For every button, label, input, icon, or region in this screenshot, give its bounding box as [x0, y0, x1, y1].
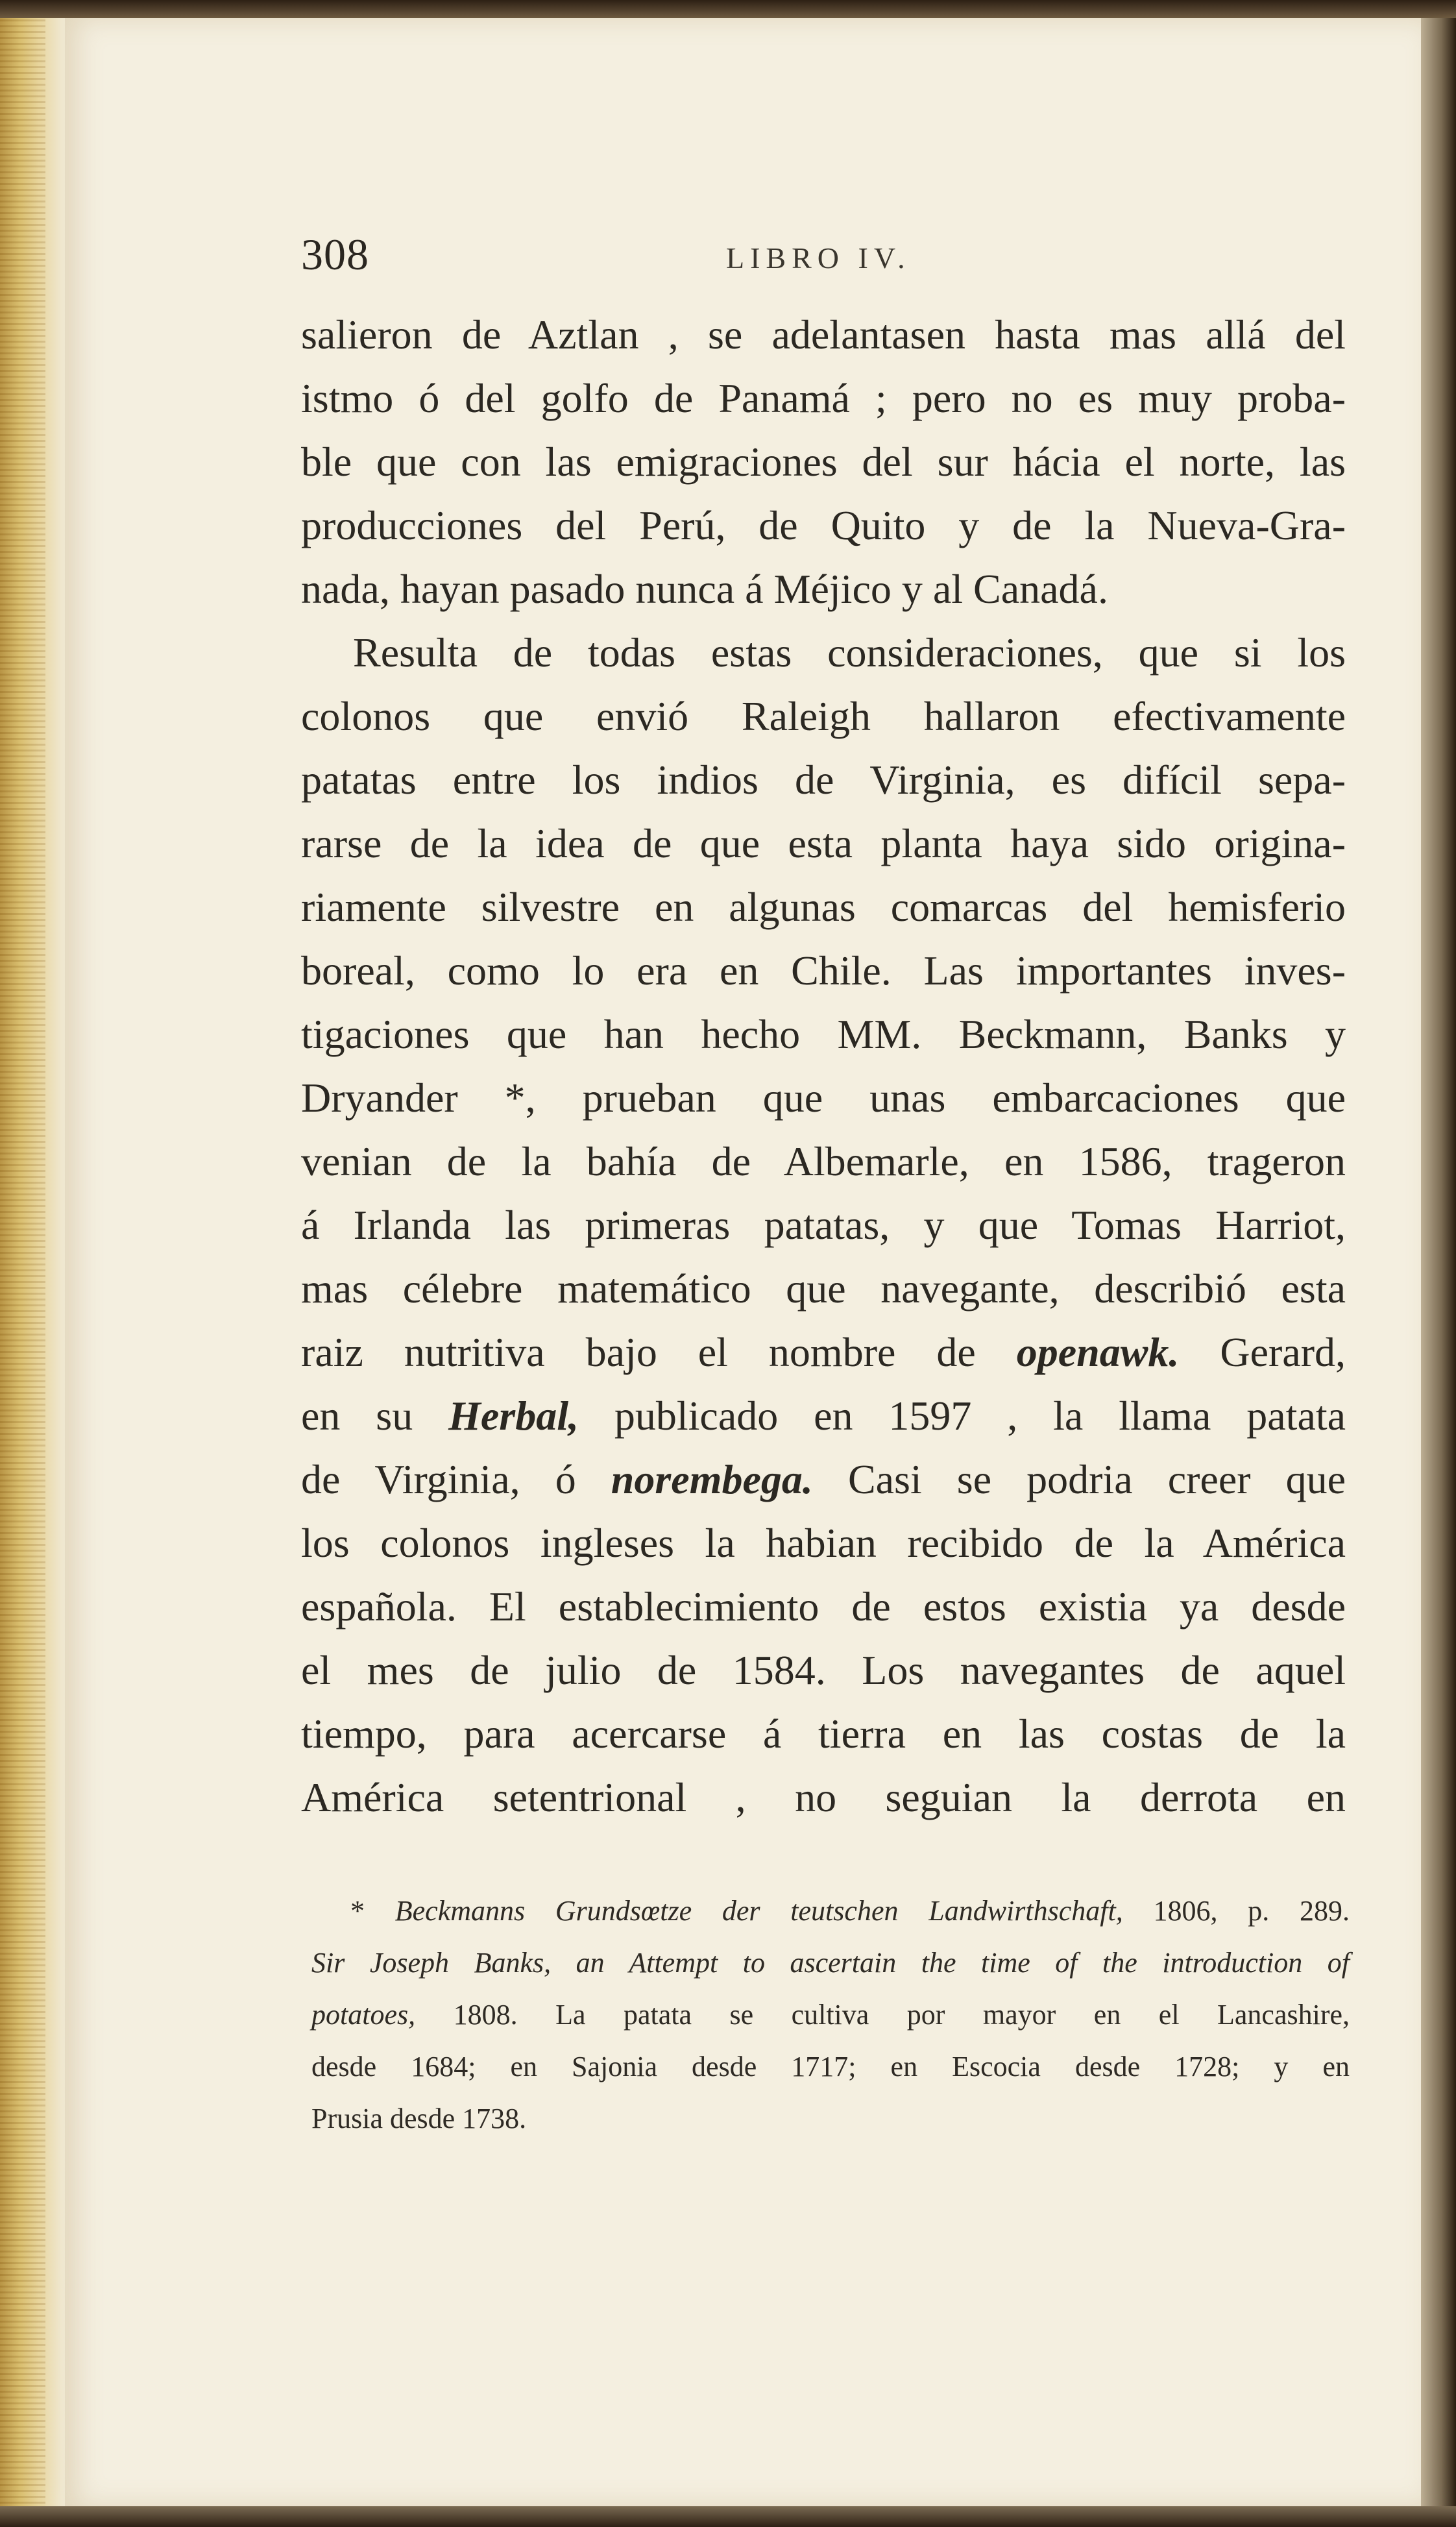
binding-bottom-edge: [0, 2506, 1456, 2527]
footnote-marker: *: [350, 1895, 365, 1927]
text-line: á Irlanda las primeras patatas, y que Tomas Harriot,: [301, 1202, 1346, 1248]
text-line: el mes de julio de 1584. Los navegantes de aquel: [301, 1647, 1346, 1693]
italic-term: Herbal,: [448, 1393, 579, 1439]
text-line: los colonos ingleses la habian recibido de la América: [301, 1520, 1346, 1566]
text-line: rarse de la idea de que esta planta haya sido origina-: [301, 820, 1346, 866]
body-text: [301, 303, 1346, 1829]
text-line: riamente silvestre en algunas comarcas del hemisferio: [301, 884, 1346, 930]
citation-title: potatoes,: [311, 1999, 416, 2031]
text-line: boreal, como lo era en Chile. Las importantes inves-: [301, 947, 1346, 994]
citation-title: Beckmanns Grundsœtze der teutschen Landwirthschaft,: [394, 1895, 1123, 1927]
footnote: [311, 1885, 1350, 2145]
running-head: LIBRO IV.: [726, 241, 911, 275]
text-line: venian de la bahía de Albemarle, en 1586, trageron: [301, 1138, 1346, 1184]
text-segment: de Virginia,: [301, 1456, 520, 1502]
page-number: 308: [301, 230, 369, 279]
text-line: tiempo, para acercarse á tierra en las costas de la: [301, 1711, 1346, 1757]
text-segment: raiz nutritiva bajo el nombre de: [301, 1329, 976, 1375]
text-line: Dryander *, prueban que unas embarcaciones que: [301, 1075, 1346, 1121]
italic-term: openawk.: [1016, 1329, 1180, 1375]
text-line: producciones del Perú, de Quito y de la Nueva-Gra-: [301, 502, 1346, 548]
text-line: Resulta de todas estas consideraciones, que si los: [353, 629, 1346, 676]
text-line-mixed: [301, 1448, 1346, 1511]
page-header: [301, 229, 1326, 287]
text-line: América setentrional , no seguian la derrota en: [301, 1774, 1346, 1820]
citation-detail: 1808. La patata se cultiva por mayor en el Lancashire,: [453, 1999, 1350, 2031]
footnote-line: desde 1684; en Sajonia desde 1717; en Escocia desde 1728; y en: [311, 2051, 1350, 2082]
binding-top-edge: [0, 0, 1456, 18]
text-segment: Casi se podria creer que: [847, 1456, 1346, 1502]
text-line-mixed: [301, 1321, 1346, 1384]
text-segment: Gerard,: [1220, 1329, 1346, 1375]
text-line: tigaciones que han hecho MM. Beckmann, Banks y: [301, 1011, 1346, 1057]
footnote-line: Prusia desde 1738.: [311, 2103, 527, 2134]
citation-title: Sir Joseph Banks, an Attempt to ascertain the time of the introduction of: [311, 1947, 1350, 1979]
text-segment: ó: [555, 1456, 576, 1502]
text-line: ble que con las emigraciones del sur hácia el norte, las: [301, 439, 1346, 485]
text-segment: en su: [301, 1393, 413, 1439]
italic-term: norembega.: [611, 1456, 813, 1502]
text-line-mixed: [301, 1384, 1346, 1448]
text-line: colonos que envió Raleigh hallaron efectivamente: [301, 693, 1346, 739]
text-line: mas célebre matemático que navegante, describió esta: [301, 1265, 1346, 1312]
text-line: patatas entre los indios de Virginia, es difícil sepa-: [301, 757, 1346, 803]
text-segment: publicado en 1597 , la llama patata: [614, 1393, 1346, 1439]
citation-detail: 1806, p. 289.: [1153, 1895, 1350, 1927]
gilt-page-edge: [0, 0, 45, 2527]
footnote-line: [311, 1937, 1350, 1989]
footnote-line: [311, 1885, 1350, 1937]
text-line: salieron de Aztlan , se adelantasen hasta mas allá del: [301, 311, 1346, 358]
footnote-line: [311, 1989, 1350, 2041]
text-line: española. El establecimiento de estos existia ya desde: [301, 1583, 1346, 1630]
text-line: nada, hayan pasado nunca á Méjico y al Canadá.: [301, 566, 1108, 612]
text-line: istmo ó del golfo de Panamá ; pero no es muy proba-: [301, 375, 1346, 421]
